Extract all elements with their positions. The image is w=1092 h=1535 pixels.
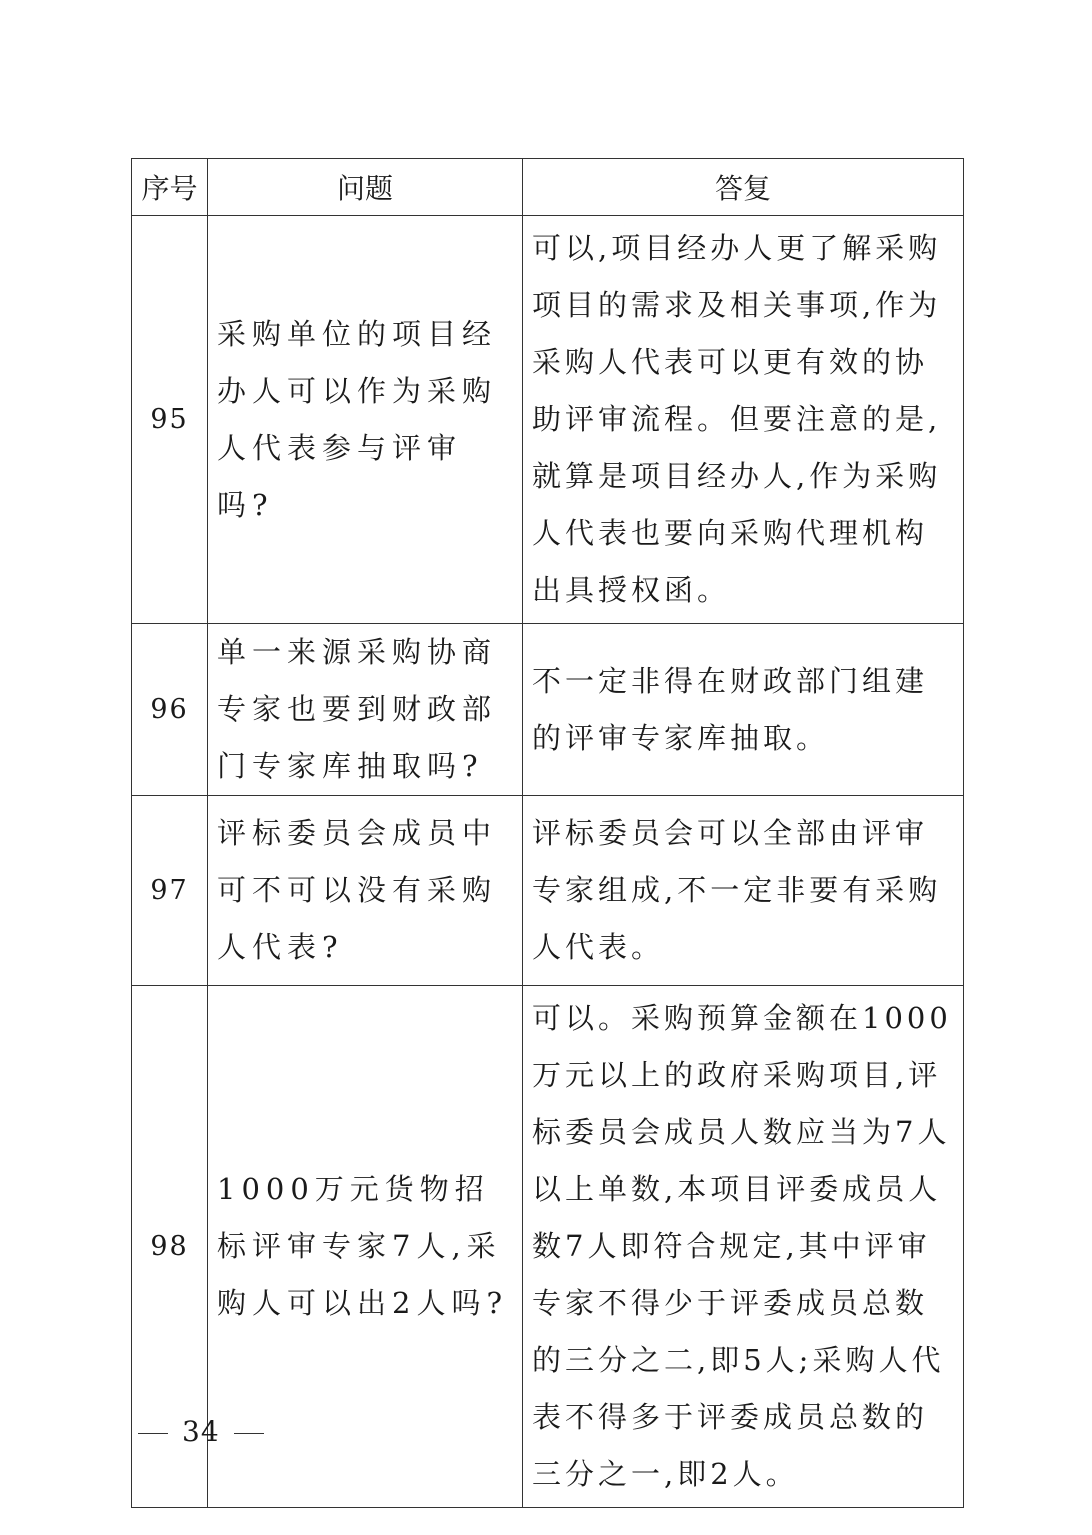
table-header-row (132, 159, 964, 216)
table-row (132, 216, 964, 624)
table-row (132, 624, 964, 796)
header-answer: 答复 (523, 159, 964, 216)
row-number: 97 (132, 796, 208, 986)
page-number: 34 (182, 1415, 220, 1448)
header-no: 序号 (132, 159, 208, 216)
qa-table (131, 158, 964, 1508)
row-answer: 可以。采购预算金额在1000万元以上的政府采购项目,评标委员会成员人数应当为7人以上单数,本项目评委成员人数7人即符合规定,其中评审专家不得少于评委成员总数的三分之二,即5人;采购人代表不得多于评委成员总数的三分之一,即2人。 (523, 986, 964, 1508)
row-number: 95 (132, 216, 208, 624)
row-number: 96 (132, 624, 208, 796)
table-row (132, 796, 964, 986)
row-number: 98 (132, 986, 208, 1508)
row-answer: 可以,项目经办人更了解采购项目的需求及相关事项,作为采购人代表可以更有效的协助评审流程。但要注意的是,就算是项目经办人,作为采购人代表也要向采购代理机构出具授权函。 (523, 216, 964, 624)
row-answer: 不一定非得在财政部门组建的评审专家库抽取。 (523, 624, 964, 796)
row-question: 评标委员会成员中可不可以没有采购人代表? (208, 796, 523, 986)
row-question: 采购单位的项目经办人可以作为采购人代表参与评审吗? (208, 216, 523, 624)
footer-dash-right (234, 1433, 264, 1434)
page-footer (138, 1415, 264, 1448)
row-question: 1000万元货物招标评审专家7人,采购人可以出2人吗? (208, 986, 523, 1508)
footer-dash-left (138, 1433, 168, 1434)
header-question: 问题 (208, 159, 523, 216)
row-answer: 评标委员会可以全部由评审专家组成,不一定非要有采购人代表。 (523, 796, 964, 986)
row-question: 单一来源采购协商专家也要到财政部门专家库抽取吗? (208, 624, 523, 796)
